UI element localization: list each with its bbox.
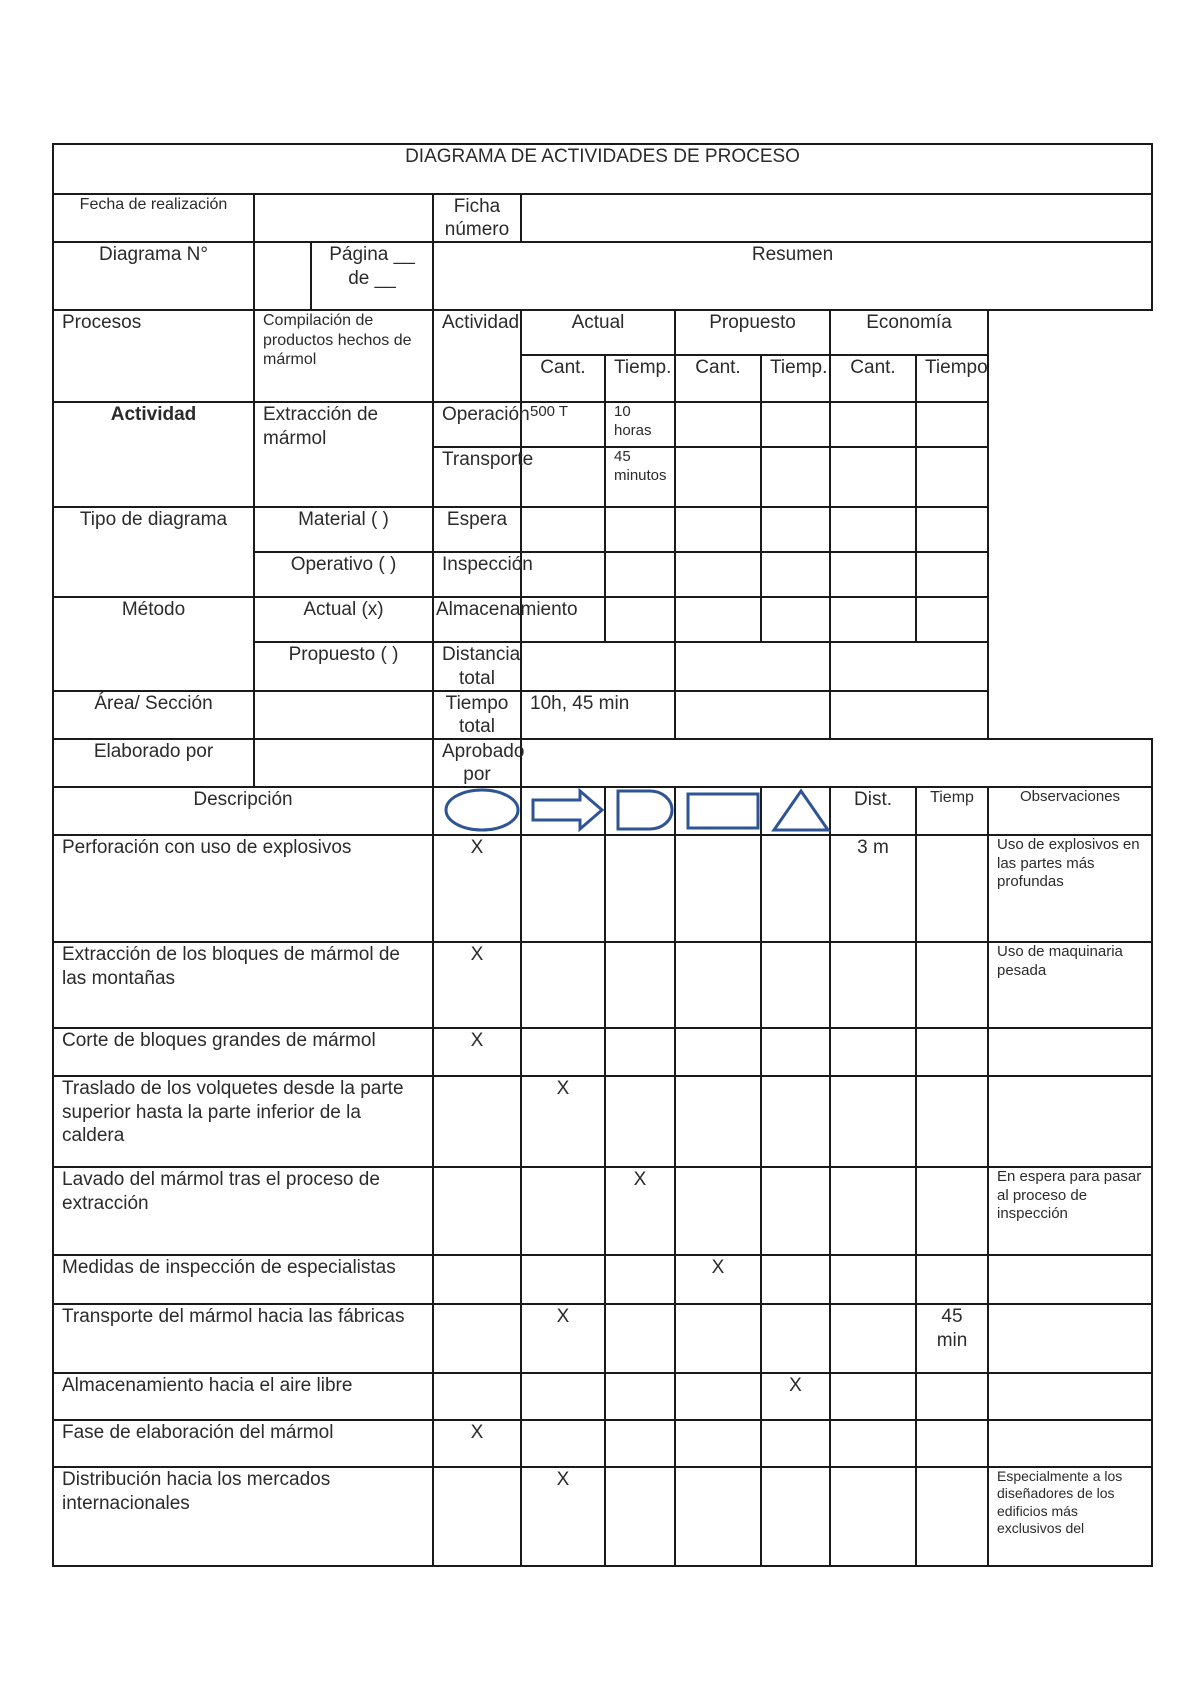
row-tiemp (916, 1373, 988, 1420)
empty-cell (916, 597, 988, 642)
material-option: Material ( ) (254, 507, 433, 552)
empty-cell (605, 1467, 675, 1566)
transporte-label: Transporte (433, 447, 521, 507)
actual-cant-header: Cant. (521, 355, 605, 402)
table-row (53, 1076, 1152, 1167)
empty-cell (830, 447, 916, 507)
tiempo-total-label: Tiempo total (433, 691, 521, 739)
empty-cell (916, 447, 988, 507)
empty-cell (761, 1420, 830, 1467)
delay-symbol (605, 787, 675, 835)
row-description: Fase de elaboración del mármol (53, 1420, 433, 1467)
empty-cell (675, 1304, 761, 1373)
empty-cell (830, 691, 988, 739)
economia-header: Economía (830, 310, 988, 355)
empty-cell (830, 507, 916, 552)
empty-cell (675, 507, 761, 552)
delay-d-icon (614, 788, 676, 832)
row-tiemp (916, 1076, 988, 1167)
triangle-icon (770, 788, 832, 832)
table-row (53, 1028, 1152, 1076)
ficha-label: Ficha número (433, 194, 521, 242)
empty-cell (830, 597, 916, 642)
empty-cell (433, 1467, 521, 1566)
empty-cell (761, 507, 830, 552)
empty-cell (916, 507, 988, 552)
row-tiemp (916, 1028, 988, 1076)
empty-cell (761, 1167, 830, 1255)
row-description: Distribución hacia los mercados internacionales (53, 1467, 433, 1566)
empty-cell (675, 835, 761, 942)
row-mark: X (433, 1028, 521, 1076)
row-tiemp (916, 1467, 988, 1566)
operacion-cant: 500 T (521, 402, 605, 447)
empty-cell (675, 1167, 761, 1255)
empty-cell (433, 1373, 521, 1420)
empty-cell (830, 402, 916, 447)
transporte-tiemp: 45 minutos (605, 447, 675, 507)
row-description: Corte de bloques grandes de mármol (53, 1028, 433, 1076)
empty-cell (433, 1076, 521, 1167)
empty-cell (761, 447, 830, 507)
operacion-tiemp: 10 horas (605, 402, 675, 447)
row-tiemp: 45 min (916, 1304, 988, 1373)
empty-cell (605, 507, 675, 552)
actividad-header: Actividad (433, 310, 521, 402)
row-observaciones: Uso de explosivos en las partes más profundas (988, 835, 1152, 942)
row-observaciones (988, 1373, 1152, 1420)
actual-option: Actual (x) (254, 597, 433, 642)
fecha-value (254, 194, 433, 242)
row-tiemp (916, 1420, 988, 1467)
empty-cell (916, 552, 988, 597)
empty-cell (521, 835, 605, 942)
transport-symbol (521, 787, 605, 835)
row-mark: X (521, 1304, 605, 1373)
empty-cell (675, 1076, 761, 1167)
table-row (53, 942, 1152, 1028)
row-dist (830, 1467, 916, 1566)
row-description: Almacenamiento hacia el aire libre (53, 1373, 433, 1420)
empty-cell (675, 1420, 761, 1467)
table-row (53, 1467, 1152, 1566)
empty-cell (916, 402, 988, 447)
empty-cell (521, 552, 605, 597)
fecha-label: Fecha de realización (53, 194, 254, 242)
empty-cell (761, 1467, 830, 1566)
empty-cell (675, 597, 761, 642)
row-dist (830, 1076, 916, 1167)
empty-cell (605, 942, 675, 1028)
empty-cell (761, 835, 830, 942)
empty-cell (433, 1167, 521, 1255)
empty-cell (675, 691, 830, 739)
aprobado-label: Aprobado por (433, 739, 521, 787)
empty-cell (605, 835, 675, 942)
empty-cell (761, 1304, 830, 1373)
row-description: Transporte del mármol hacia las fábricas (53, 1304, 433, 1373)
row-dist (830, 942, 916, 1028)
empty-cell (605, 1255, 675, 1304)
aprobado-value (521, 739, 1152, 787)
row-description: Perforación con uso de explosivos (53, 835, 433, 942)
row-observaciones: Uso de maquinaria pesada (988, 942, 1152, 1028)
row-dist (830, 1255, 916, 1304)
espera-label: Espera (433, 507, 521, 552)
area-value (254, 691, 433, 739)
tiempo-total-value: 10h, 45 min (521, 691, 675, 739)
distancia-total-label: Distancia total (433, 642, 521, 690)
empty-cell (521, 1028, 605, 1076)
row-mark: X (761, 1373, 830, 1420)
row-mark: X (433, 835, 521, 942)
table-row (53, 1420, 1152, 1467)
empty-cell (675, 447, 761, 507)
propuesto-header: Propuesto (675, 310, 830, 355)
empty-cell (521, 1420, 605, 1467)
empty-cell (521, 507, 605, 552)
empty-cell (675, 642, 830, 690)
operacion-label: Operación (433, 402, 521, 447)
inspection-symbol (675, 787, 761, 835)
empty-cell (521, 1373, 605, 1420)
row-description: Medidas de inspección de especialistas (53, 1255, 433, 1304)
empty-cell (675, 1467, 761, 1566)
elaborado-label: Elaborado por (53, 739, 254, 787)
arrow-icon (530, 788, 606, 832)
row-mark: X (521, 1467, 605, 1566)
row-observaciones (988, 1028, 1152, 1076)
empty-cell (605, 552, 675, 597)
process-activity-chart (52, 143, 1153, 1567)
row-dist (830, 1167, 916, 1255)
table-row (53, 1255, 1152, 1304)
empty-cell (521, 942, 605, 1028)
table-row (53, 1167, 1152, 1255)
operativo-option: Operativo ( ) (254, 552, 433, 597)
row-observaciones (988, 1255, 1152, 1304)
empty-cell (761, 942, 830, 1028)
empty-cell (605, 1420, 675, 1467)
empty-cell (830, 552, 916, 597)
row-observaciones (988, 1304, 1152, 1373)
row-dist: 3 m (830, 835, 916, 942)
diagrama-label: Diagrama N° (53, 242, 254, 310)
operation-symbol (433, 787, 521, 835)
row-description: Lavado del mármol tras el proceso de extracción (53, 1167, 433, 1255)
row-mark: X (605, 1167, 675, 1255)
area-label: Área/ Sección (53, 691, 254, 739)
row-description: Traslado de los volquetes desde la parte superior hasta la parte inferior de la caldera (53, 1076, 433, 1167)
empty-cell (675, 942, 761, 1028)
propuesto-option: Propuesto ( ) (254, 642, 433, 690)
empty-cell (605, 1373, 675, 1420)
row-tiemp (916, 1255, 988, 1304)
empty-cell (433, 1304, 521, 1373)
row-observaciones: En espera para pasar al proceso de inspección (988, 1167, 1152, 1255)
empty-cell (761, 402, 830, 447)
actual-header: Actual (521, 310, 675, 355)
empty-cell (830, 642, 988, 690)
empty-cell (675, 1373, 761, 1420)
row-mark: X (675, 1255, 761, 1304)
empty-cell (605, 1304, 675, 1373)
page-title: DIAGRAMA DE ACTIVIDADES DE PROCESO (53, 144, 1152, 194)
diagrama-value (254, 242, 311, 310)
row-tiemp (916, 835, 988, 942)
dist-header: Dist. (830, 787, 916, 835)
row-tiemp (916, 942, 988, 1028)
table-row (53, 1373, 1152, 1420)
row-mark: X (521, 1076, 605, 1167)
square-icon (684, 788, 762, 832)
empty-cell (675, 1028, 761, 1076)
empty-cell (605, 597, 675, 642)
procesos-value: Compilación de productos hechos de mármol (254, 310, 433, 402)
empty-cell (761, 552, 830, 597)
ficha-value (521, 194, 1152, 242)
inspeccion-label: Inspección (433, 552, 521, 597)
row-observaciones: Especialmente a los diseñadores de los edificios más exclusivos del (988, 1467, 1152, 1566)
empty-cell (521, 642, 675, 690)
elaborado-value (254, 739, 433, 787)
empty-cell (521, 1255, 605, 1304)
actividad-bold-label: Actividad (53, 402, 254, 507)
circle-icon (442, 788, 522, 832)
metodo-label: Método (53, 597, 254, 690)
tipo-label: Tipo de diagrama (53, 507, 254, 597)
row-tiemp (916, 1167, 988, 1255)
actividad-value: Extracción de mármol (254, 402, 433, 507)
row-dist (830, 1420, 916, 1467)
empty-cell (521, 1167, 605, 1255)
row-observaciones (988, 1420, 1152, 1467)
economia-tiempo-header: Tiempo (916, 355, 988, 402)
propuesto-cant-header: Cant. (675, 355, 761, 402)
empty-cell (521, 447, 605, 507)
row-dist (830, 1304, 916, 1373)
table-row (53, 1304, 1152, 1373)
empty-cell (761, 1076, 830, 1167)
almacenamiento-label: Almacenamiento (433, 597, 521, 642)
empty-cell (675, 552, 761, 597)
actual-tiemp-header: Tiemp. (605, 355, 675, 402)
storage-symbol (761, 787, 830, 835)
propuesto-tiemp-header: Tiemp. (761, 355, 830, 402)
resumen-label: Resumen (433, 242, 1152, 310)
row-mark: X (433, 942, 521, 1028)
row-mark: X (433, 1420, 521, 1467)
table-row (53, 835, 1152, 942)
row-description: Extracción de los bloques de mármol de las montañas (53, 942, 433, 1028)
empty-cell (605, 1076, 675, 1167)
descripcion-header: Descripción (53, 787, 433, 835)
empty-cell (761, 1028, 830, 1076)
procesos-label: Procesos (53, 310, 254, 402)
tiemp-header: Tiemp (916, 787, 988, 835)
row-observaciones (988, 1076, 1152, 1167)
pagina-label: Página __ de __ (311, 242, 433, 310)
row-dist (830, 1028, 916, 1076)
empty-cell (433, 1255, 521, 1304)
empty-cell (761, 1255, 830, 1304)
row-dist (830, 1373, 916, 1420)
empty-cell (675, 402, 761, 447)
observaciones-header: Observaciones (988, 787, 1152, 835)
economia-cant-header: Cant. (830, 355, 916, 402)
empty-cell (605, 1028, 675, 1076)
empty-cell (761, 597, 830, 642)
